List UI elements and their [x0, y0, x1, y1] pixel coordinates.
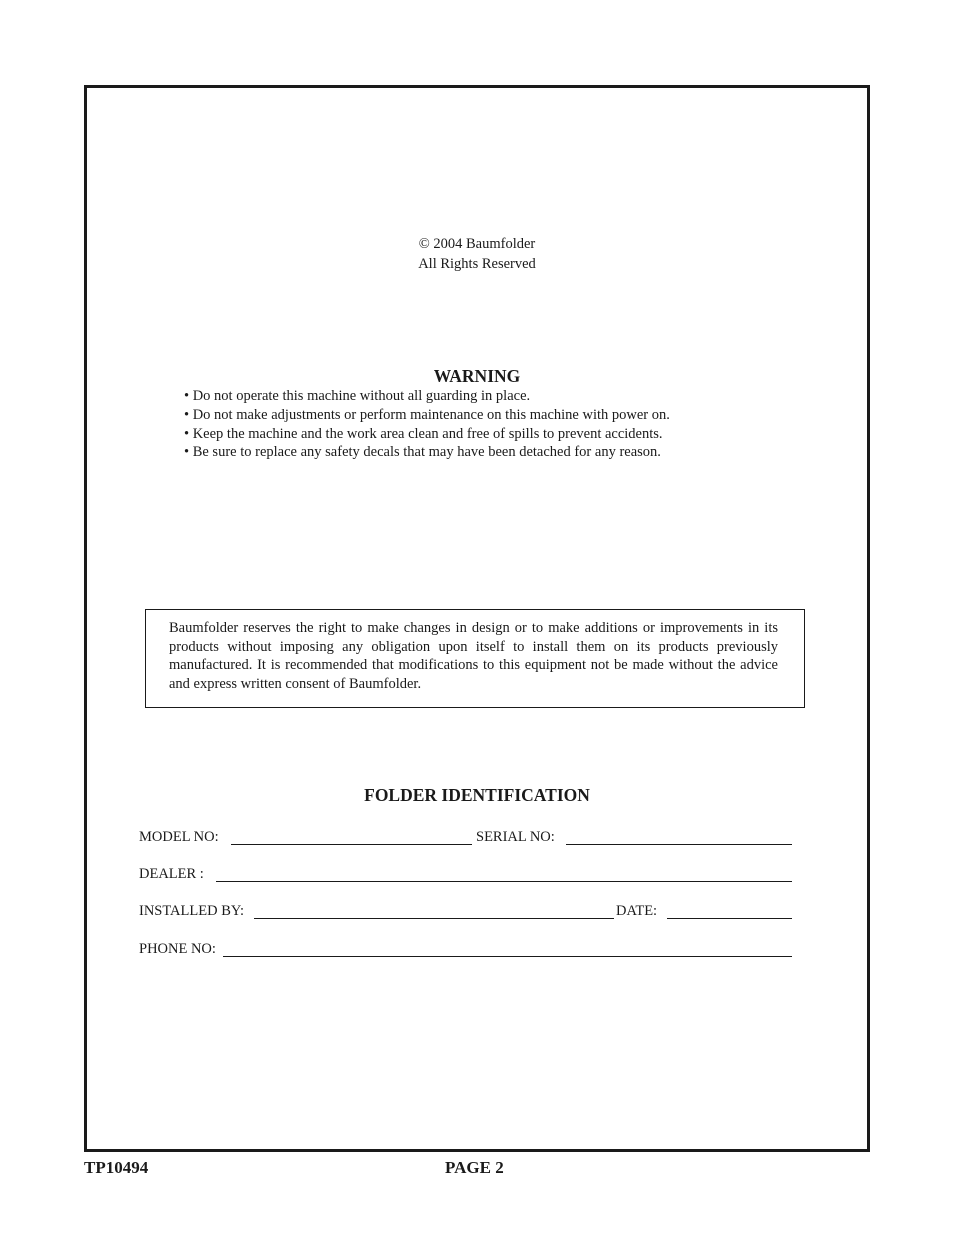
phone-no-label: PHONE NO:: [139, 941, 216, 957]
serial-no-field[interactable]: [566, 844, 792, 845]
model-no-label: MODEL NO:: [139, 829, 219, 845]
notice-text: Baumfolder reserves the right to make changes in design or to make additions or improvements in its products without imposing any obligation upon itself to install them on its products previously manufactured. It is recommended that modifications to this equipment not be made without the advice and express written consent of Baumfolder.: [169, 620, 778, 692]
copyright-block: [0, 235, 954, 274]
warning-item: • Do not make adjustments or perform maintenance on this machine with power on.: [184, 406, 670, 423]
copyright-line: © 2004 Baumfolder: [418, 236, 536, 252]
warning-item: • Keep the machine and the work area clean and free of spills to prevent accidents.: [184, 425, 663, 442]
installed-by-label: INSTALLED BY:: [139, 903, 245, 919]
warning-item: • Do not operate this machine without all guarding in place.: [184, 388, 531, 404]
dealer-field[interactable]: [216, 881, 792, 882]
document-number: TP10494: [84, 1158, 149, 1177]
page-number: PAGE 2: [445, 1158, 504, 1177]
rights-line: All Rights Reserved: [418, 255, 536, 272]
phone-row: [139, 941, 793, 961]
folder-identification-title: FOLDER IDENTIFICATION: [364, 785, 590, 805]
dealer-row: [139, 866, 793, 886]
model-serial-row: [139, 829, 793, 849]
date-field[interactable]: [667, 918, 792, 919]
dealer-label: DEALER :: [139, 866, 204, 882]
serial-no-label: SERIAL NO:: [476, 829, 555, 845]
notice-box: [145, 609, 805, 708]
warning-list: [184, 387, 670, 462]
warning-item: • Be sure to replace any safety decals that may have been detached for any reason.: [184, 444, 661, 461]
model-no-field[interactable]: [231, 844, 472, 845]
phone-no-field[interactable]: [223, 956, 792, 957]
date-label: DATE:: [616, 903, 658, 919]
installed-by-field[interactable]: [254, 918, 614, 919]
installed-date-row: [139, 903, 793, 923]
warning-title: WARNING: [433, 366, 521, 386]
